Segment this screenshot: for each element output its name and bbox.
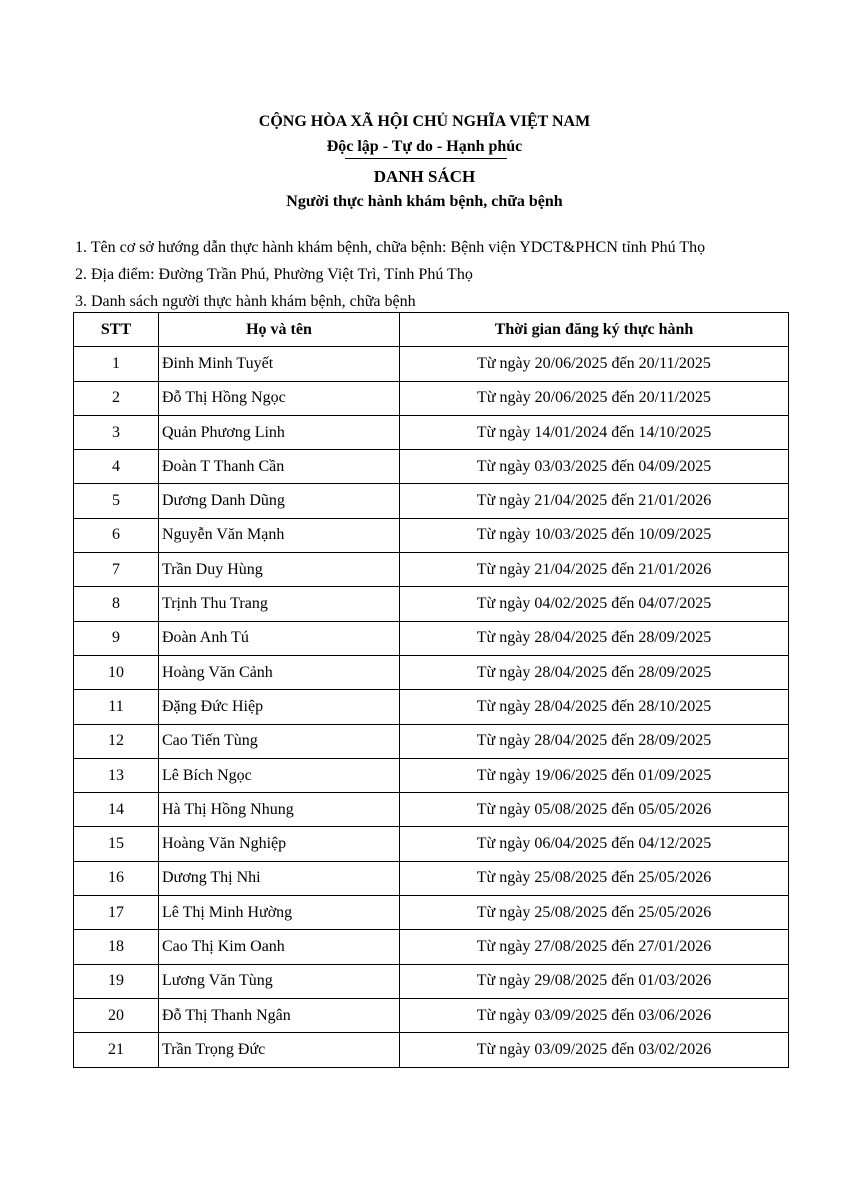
- header-stt: STT: [74, 313, 159, 347]
- motto: Độc lập - Tự do - Hạnh phúc: [326, 138, 523, 155]
- cell-time: Từ ngày 19/06/2025 đến 01/09/2025: [400, 758, 789, 792]
- cell-time: Từ ngày 28/04/2025 đến 28/09/2025: [400, 655, 789, 689]
- cell-stt: 7: [74, 553, 159, 587]
- table-row: [74, 381, 789, 415]
- cell-name: Lê Thị Minh Hường: [159, 896, 400, 930]
- table-row: [74, 415, 789, 449]
- cell-time: Từ ngày 28/04/2025 đến 28/10/2025: [400, 690, 789, 724]
- cell-name: Lương Văn Tùng: [159, 964, 400, 998]
- cell-time: Từ ngày 20/06/2025 đến 20/11/2025: [400, 347, 789, 381]
- header-time: Thời gian đăng ký thực hành: [400, 313, 789, 347]
- cell-time: Từ ngày 21/04/2025 đến 21/01/2026: [400, 484, 789, 518]
- table-row: [74, 896, 789, 930]
- cell-stt: 3: [74, 415, 159, 449]
- cell-name: Nguyễn Văn Mạnh: [159, 518, 400, 552]
- cell-time: Từ ngày 03/09/2025 đến 03/02/2026: [400, 1033, 789, 1067]
- table-row: [74, 347, 789, 381]
- cell-stt: 1: [74, 347, 159, 381]
- cell-time: Từ ngày 05/08/2025 đến 05/05/2026: [400, 793, 789, 827]
- cell-time: Từ ngày 06/04/2025 đến 04/12/2025: [400, 827, 789, 861]
- table-row: [74, 518, 789, 552]
- cell-name: Dương Thị Nhi: [159, 861, 400, 895]
- cell-time: Từ ngày 28/04/2025 đến 28/09/2025: [400, 621, 789, 655]
- table-row: [74, 621, 789, 655]
- cell-name: Hoàng Văn Cảnh: [159, 655, 400, 689]
- cell-time: Từ ngày 27/08/2025 đến 27/01/2026: [400, 930, 789, 964]
- cell-stt: 15: [74, 827, 159, 861]
- cell-name: Đỗ Thị Thanh Ngân: [159, 998, 400, 1032]
- cell-name: Quản Phương Linh: [159, 415, 400, 449]
- cell-time: Từ ngày 29/08/2025 đến 01/03/2026: [400, 964, 789, 998]
- cell-name: Đặng Đức Hiệp: [159, 690, 400, 724]
- cell-stt: 17: [74, 896, 159, 930]
- cell-stt: 4: [74, 450, 159, 484]
- cell-name: Dương Danh Dũng: [159, 484, 400, 518]
- national-title: CỘNG HÒA XÃ HỘI CHỦ NGHĨA VIỆT NAM: [258, 113, 591, 130]
- practitioner-table: [73, 312, 789, 1068]
- cell-time: Từ ngày 20/06/2025 đến 20/11/2025: [400, 381, 789, 415]
- table-row: [74, 793, 789, 827]
- cell-name: Hoàng Văn Nghiệp: [159, 827, 400, 861]
- table-row: [74, 587, 789, 621]
- header-name: Họ và tên: [159, 313, 400, 347]
- cell-name: Đoàn T Thanh Cần: [159, 450, 400, 484]
- table-row: [74, 827, 789, 861]
- cell-stt: 19: [74, 964, 159, 998]
- cell-name: Lê Bích Ngọc: [159, 758, 400, 792]
- cell-stt: 6: [74, 518, 159, 552]
- cell-stt: 21: [74, 1033, 159, 1067]
- table-row: [74, 861, 789, 895]
- cell-stt: 8: [74, 587, 159, 621]
- cell-stt: 20: [74, 998, 159, 1032]
- cell-time: Từ ngày 14/01/2024 đến 14/10/2025: [400, 415, 789, 449]
- cell-stt: 5: [74, 484, 159, 518]
- info-facility: 1. Tên cơ sở hướng dẫn thực hành khám bệnh, chữa bệnh: Bệnh viện YDCT&PHCN tỉnh Phú Thọ: [75, 239, 706, 256]
- table-row: [74, 690, 789, 724]
- cell-time: Từ ngày 25/08/2025 đến 25/05/2026: [400, 896, 789, 930]
- cell-name: Đinh Minh Tuyết: [159, 347, 400, 381]
- info-list-heading: 3. Danh sách người thực hành khám bệnh, chữa bệnh: [75, 293, 416, 310]
- cell-name: Trịnh Thu Trang: [159, 587, 400, 621]
- table-row: [74, 655, 789, 689]
- cell-name: Hà Thị Hồng Nhung: [159, 793, 400, 827]
- cell-time: Từ ngày 25/08/2025 đến 25/05/2026: [400, 861, 789, 895]
- table-row: [74, 553, 789, 587]
- info-location: 2. Địa điểm: Đường Trần Phú, Phường Việt Trì, Tỉnh Phú Thọ: [75, 266, 473, 283]
- cell-stt: 12: [74, 724, 159, 758]
- cell-time: Từ ngày 28/04/2025 đến 28/09/2025: [400, 724, 789, 758]
- table-row: [74, 450, 789, 484]
- table-row: [74, 724, 789, 758]
- cell-time: Từ ngày 03/03/2025 đến 04/09/2025: [400, 450, 789, 484]
- cell-stt: 9: [74, 621, 159, 655]
- table-row: [74, 1033, 789, 1067]
- cell-stt: 16: [74, 861, 159, 895]
- table-header-row: [74, 313, 789, 347]
- table-row: [74, 758, 789, 792]
- motto-underline: [345, 158, 507, 159]
- cell-stt: 13: [74, 758, 159, 792]
- cell-time: Từ ngày 03/09/2025 đến 03/06/2026: [400, 998, 789, 1032]
- cell-stt: 10: [74, 655, 159, 689]
- cell-time: Từ ngày 10/03/2025 đến 10/09/2025: [400, 518, 789, 552]
- table-row: [74, 964, 789, 998]
- cell-stt: 2: [74, 381, 159, 415]
- cell-stt: 18: [74, 930, 159, 964]
- cell-name: Đoàn Anh Tú: [159, 621, 400, 655]
- document-subtitle: Người thực hành khám bệnh, chữa bệnh: [286, 193, 563, 210]
- table-row: [74, 998, 789, 1032]
- table-row: [74, 484, 789, 518]
- cell-name: Cao Thị Kim Oanh: [159, 930, 400, 964]
- cell-name: Trần Trọng Đức: [159, 1033, 400, 1067]
- cell-stt: 11: [74, 690, 159, 724]
- cell-name: Trần Duy Hùng: [159, 553, 400, 587]
- table-body: [74, 347, 789, 1067]
- document-title: DANH SÁCH: [373, 167, 476, 186]
- cell-name: Đỗ Thị Hồng Ngọc: [159, 381, 400, 415]
- cell-name: Cao Tiến Tùng: [159, 724, 400, 758]
- cell-stt: 14: [74, 793, 159, 827]
- cell-time: Từ ngày 21/04/2025 đến 21/01/2026: [400, 553, 789, 587]
- cell-time: Từ ngày 04/02/2025 đến 04/07/2025: [400, 587, 789, 621]
- table-row: [74, 930, 789, 964]
